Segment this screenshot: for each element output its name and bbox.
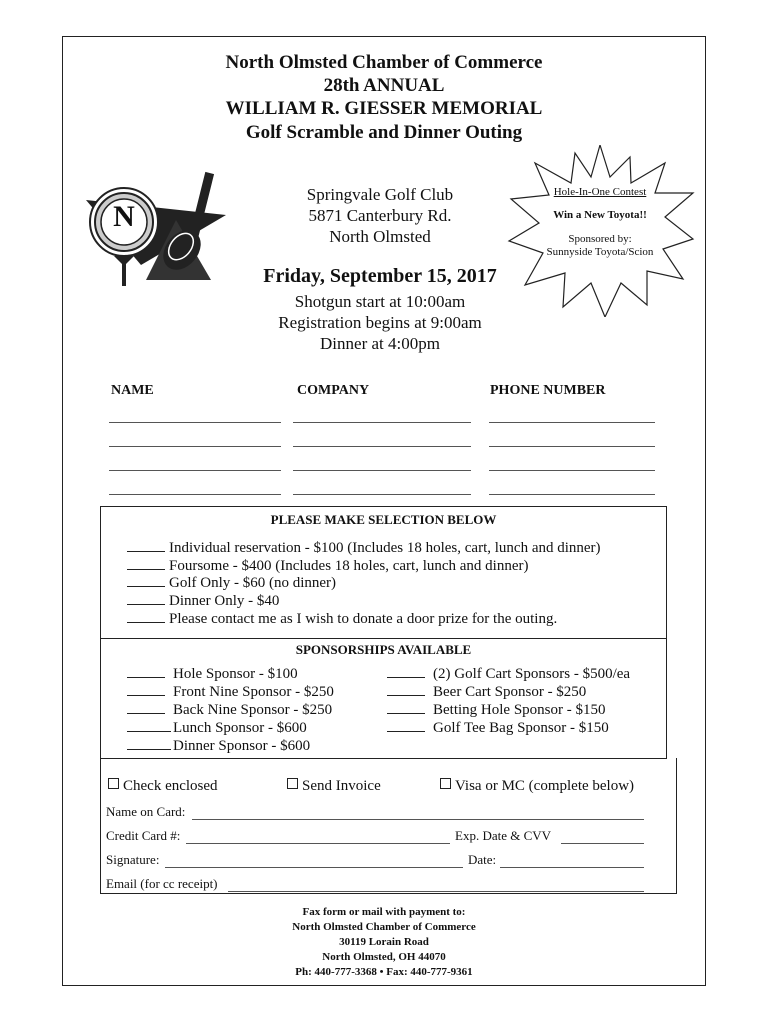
sponsor-hole[interactable] (127, 665, 298, 683)
col-name: NAME (111, 383, 154, 398)
name-field-4[interactable] (109, 494, 281, 495)
company-field-4[interactable] (293, 494, 471, 495)
header-memorial: WILLIAM R. GIESSER MEMORIAL (225, 98, 543, 119)
option-dinner-only-label: Dinner Only - $40 (169, 593, 280, 609)
option-individual-label: Individual reservation - $100 (Includes 18 holes, cart, lunch and dinner) (169, 540, 601, 556)
sponsor-golf-cart[interactable] (387, 665, 630, 683)
exp-cvv-field[interactable] (561, 843, 644, 844)
company-field-3[interactable] (293, 470, 471, 471)
contest-sponsor: Sunnyside Toyota/Scion (546, 246, 654, 258)
date-label: Date: (468, 852, 497, 867)
sponsor-front-nine-label: Front Nine Sponsor - $250 (173, 684, 334, 700)
name-field-1[interactable] (109, 422, 281, 423)
phone-field-4[interactable] (489, 494, 655, 495)
option-golf-only[interactable] (127, 574, 336, 592)
option-door-prize[interactable] (127, 610, 557, 628)
footer-city: North Olmsted, OH 44070 (322, 951, 446, 963)
check-enclosed-option[interactable] (108, 778, 218, 795)
sponsor-betting-hole-label: Betting Hole Sponsor - $150 (433, 702, 606, 718)
send-invoice-option[interactable] (287, 778, 381, 795)
sponsor-beer-cart-label: Beer Cart Sponsor - $250 (433, 684, 587, 700)
name-field-2[interactable] (109, 446, 281, 447)
card-option-label: Visa or MC (complete below) (455, 778, 635, 794)
header-annual: 28th ANNUAL (323, 75, 445, 96)
contest-prize: Win a New Toyota!! (553, 209, 647, 221)
col-company: COMPANY (297, 383, 370, 398)
sponsorship-heading: SPONSORSHIPS AVAILABLE (295, 642, 472, 657)
phone-field-1[interactable] (489, 422, 655, 423)
option-door-prize-label: Please contact me as I wish to donate a door prize for the outing. (169, 611, 558, 627)
credit-card-label: Credit Card #: (106, 828, 181, 843)
venue-city: North Olmsted (329, 227, 431, 246)
exp-cvv-label: Exp. Date & CVV (455, 828, 552, 843)
footer-street: 30119 Lorain Road (339, 936, 429, 948)
sponsor-betting-hole[interactable] (387, 701, 606, 719)
sponsor-beer-cart[interactable] (387, 683, 586, 701)
email-field[interactable] (228, 891, 644, 892)
phone-field-3[interactable] (489, 470, 655, 471)
selection-heading: PLEASE MAKE SELECTION BELOW (270, 512, 497, 527)
credit-card-field[interactable] (186, 843, 450, 844)
checkbox-icon[interactable] (440, 778, 451, 789)
venue-street: 5871 Canterbury Rd. (308, 206, 452, 225)
event-shotgun: Shotgun start at 10:00am (294, 292, 466, 311)
sponsor-tee-bag[interactable] (387, 719, 609, 737)
footer-contact: Ph: 440-777-3368 • Fax: 440-777-9361 (295, 966, 473, 978)
sponsor-lunch[interactable] (127, 719, 307, 737)
sponsor-golf-cart-label: (2) Golf Cart Sponsors - $500/ea (433, 666, 631, 682)
header-chamber: North Olmsted Chamber of Commerce (225, 52, 543, 73)
sponsor-back-nine[interactable] (127, 701, 332, 719)
name-on-card-label: Name on Card: (106, 804, 186, 819)
company-field-1[interactable] (293, 422, 471, 423)
sponsor-back-nine-label: Back Nine Sponsor - $250 (173, 702, 333, 718)
option-foursome[interactable] (127, 557, 529, 575)
option-dinner-only[interactable] (127, 592, 279, 610)
name-on-card-field[interactable] (192, 819, 644, 820)
email-label: Email (for cc receipt) (106, 876, 218, 891)
sponsor-hole-label: Hole Sponsor - $100 (173, 666, 298, 682)
option-golf-only-label: Golf Only - $60 (no dinner) (169, 575, 337, 591)
sponsor-tee-bag-label: Golf Tee Bag Sponsor - $150 (433, 720, 609, 736)
contest-title: Hole-In-One Contest (553, 186, 647, 198)
contest-sponsored-by: Sponsored by: (568, 233, 632, 245)
footer-instructions: Fax form or mail with payment to: (302, 906, 466, 918)
event-date: Friday, September 15, 2017 (263, 265, 497, 287)
company-field-2[interactable] (293, 446, 471, 447)
checkbox-icon[interactable] (108, 778, 119, 789)
sponsor-front-nine[interactable] (127, 683, 334, 701)
header-event: Golf Scramble and Dinner Outing (245, 122, 523, 143)
name-field-3[interactable] (109, 470, 281, 471)
col-phone: PHONE NUMBER (490, 383, 606, 398)
date-field[interactable] (500, 867, 644, 868)
venue-name: Springvale Golf Club (306, 185, 454, 204)
signature-field[interactable] (165, 867, 463, 868)
check-enclosed-label: Check enclosed (123, 778, 218, 794)
footer-org: North Olmsted Chamber of Commerce (292, 921, 476, 933)
event-dinner: Dinner at 4:00pm (320, 334, 440, 353)
option-foursome-label: Foursome - $400 (Includes 18 holes, cart, lunch and dinner) (169, 558, 529, 574)
sponsor-dinner[interactable] (127, 737, 310, 755)
signature-label: Signature: (106, 852, 160, 867)
logo-letter: N (113, 200, 135, 233)
option-individual[interactable] (127, 539, 601, 557)
sponsor-dinner-label: Dinner Sponsor - $600 (173, 738, 311, 754)
checkbox-icon[interactable] (287, 778, 298, 789)
card-option[interactable] (440, 778, 634, 795)
event-registration: Registration begins at 9:00am (278, 313, 482, 332)
phone-field-2[interactable] (489, 446, 655, 447)
send-invoice-label: Send Invoice (302, 778, 381, 794)
sponsor-lunch-label: Lunch Sponsor - $600 (173, 720, 307, 736)
